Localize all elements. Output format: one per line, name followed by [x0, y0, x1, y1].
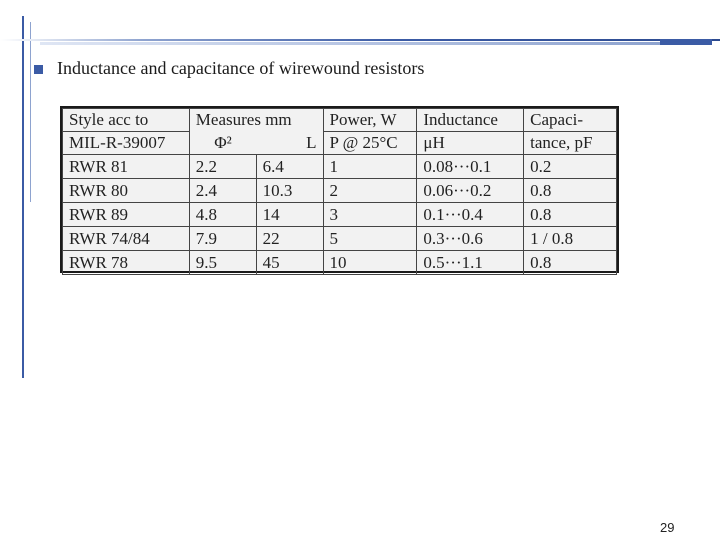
- slide-title: Inductance and capacitance of wirewound resistors: [57, 58, 425, 78]
- cell-length: 6.4: [256, 155, 323, 179]
- table-row: [63, 203, 617, 227]
- header-capacitance-unit: tance, pF: [524, 132, 617, 155]
- cell-inductance: 0.08···0.1: [417, 155, 524, 179]
- table-header-row: [63, 109, 617, 132]
- decorative-horizontal-rule: [0, 39, 720, 41]
- cell-diameter: 2.2: [189, 155, 256, 179]
- cell-length: 14: [256, 203, 323, 227]
- cell-capacitance: 0.8: [524, 203, 617, 227]
- cell-diameter: 4.8: [189, 203, 256, 227]
- decorative-accent-block: [660, 39, 712, 45]
- cell-power: 1: [323, 155, 417, 179]
- cell-power: 10: [323, 251, 417, 275]
- cell-length: 10.3: [256, 179, 323, 203]
- page-number: 29: [660, 520, 675, 535]
- cell-inductance: 0.3···0.6: [417, 227, 524, 251]
- square-bullet-icon: [34, 65, 43, 74]
- cell-power: 5: [323, 227, 417, 251]
- header-capacitance: Capaci-: [524, 109, 617, 132]
- cell-diameter: 7.9: [189, 227, 256, 251]
- cell-diameter: 2.4: [189, 179, 256, 203]
- cell-diameter: 9.5: [189, 251, 256, 275]
- table-row: [63, 155, 617, 179]
- slide-title-row: [34, 58, 424, 79]
- header-diameter: Φ²: [189, 132, 256, 155]
- cell-style: RWR 89: [63, 203, 190, 227]
- header-power-condition: P @ 25°C: [323, 132, 417, 155]
- decorative-vertical-rule-thin: [30, 22, 31, 202]
- cell-length: 45: [256, 251, 323, 275]
- cell-style: RWR 81: [63, 155, 190, 179]
- decorative-vertical-rule: [22, 16, 24, 378]
- table-row: [63, 251, 617, 275]
- decorative-gradient-bar: [40, 42, 660, 45]
- cell-style: RWR 74/84: [63, 227, 190, 251]
- cell-capacitance: 0.8: [524, 179, 617, 203]
- header-style-spec: MIL-R-39007: [63, 132, 190, 155]
- cell-power: 3: [323, 203, 417, 227]
- cell-power: 2: [323, 179, 417, 203]
- cell-style: RWR 80: [63, 179, 190, 203]
- header-inductance: Inductance: [417, 109, 524, 132]
- header-inductance-unit: μH: [417, 132, 524, 155]
- cell-style: RWR 78: [63, 251, 190, 275]
- table-header-row-units: [63, 132, 617, 155]
- resistor-table: [60, 106, 619, 273]
- header-style: Style acc to: [63, 109, 190, 132]
- table-row: [63, 179, 617, 203]
- cell-inductance: 0.5···1.1: [417, 251, 524, 275]
- cell-capacitance: 1 / 0.8: [524, 227, 617, 251]
- header-length: L: [256, 132, 323, 155]
- data-table: [62, 108, 617, 275]
- cell-capacitance: 0.8: [524, 251, 617, 275]
- header-measures: Measures mm: [189, 109, 323, 132]
- cell-inductance: 0.1···0.4: [417, 203, 524, 227]
- table-row: [63, 227, 617, 251]
- cell-capacitance: 0.2: [524, 155, 617, 179]
- header-power: Power, W: [323, 109, 417, 132]
- cell-length: 22: [256, 227, 323, 251]
- cell-inductance: 0.06···0.2: [417, 179, 524, 203]
